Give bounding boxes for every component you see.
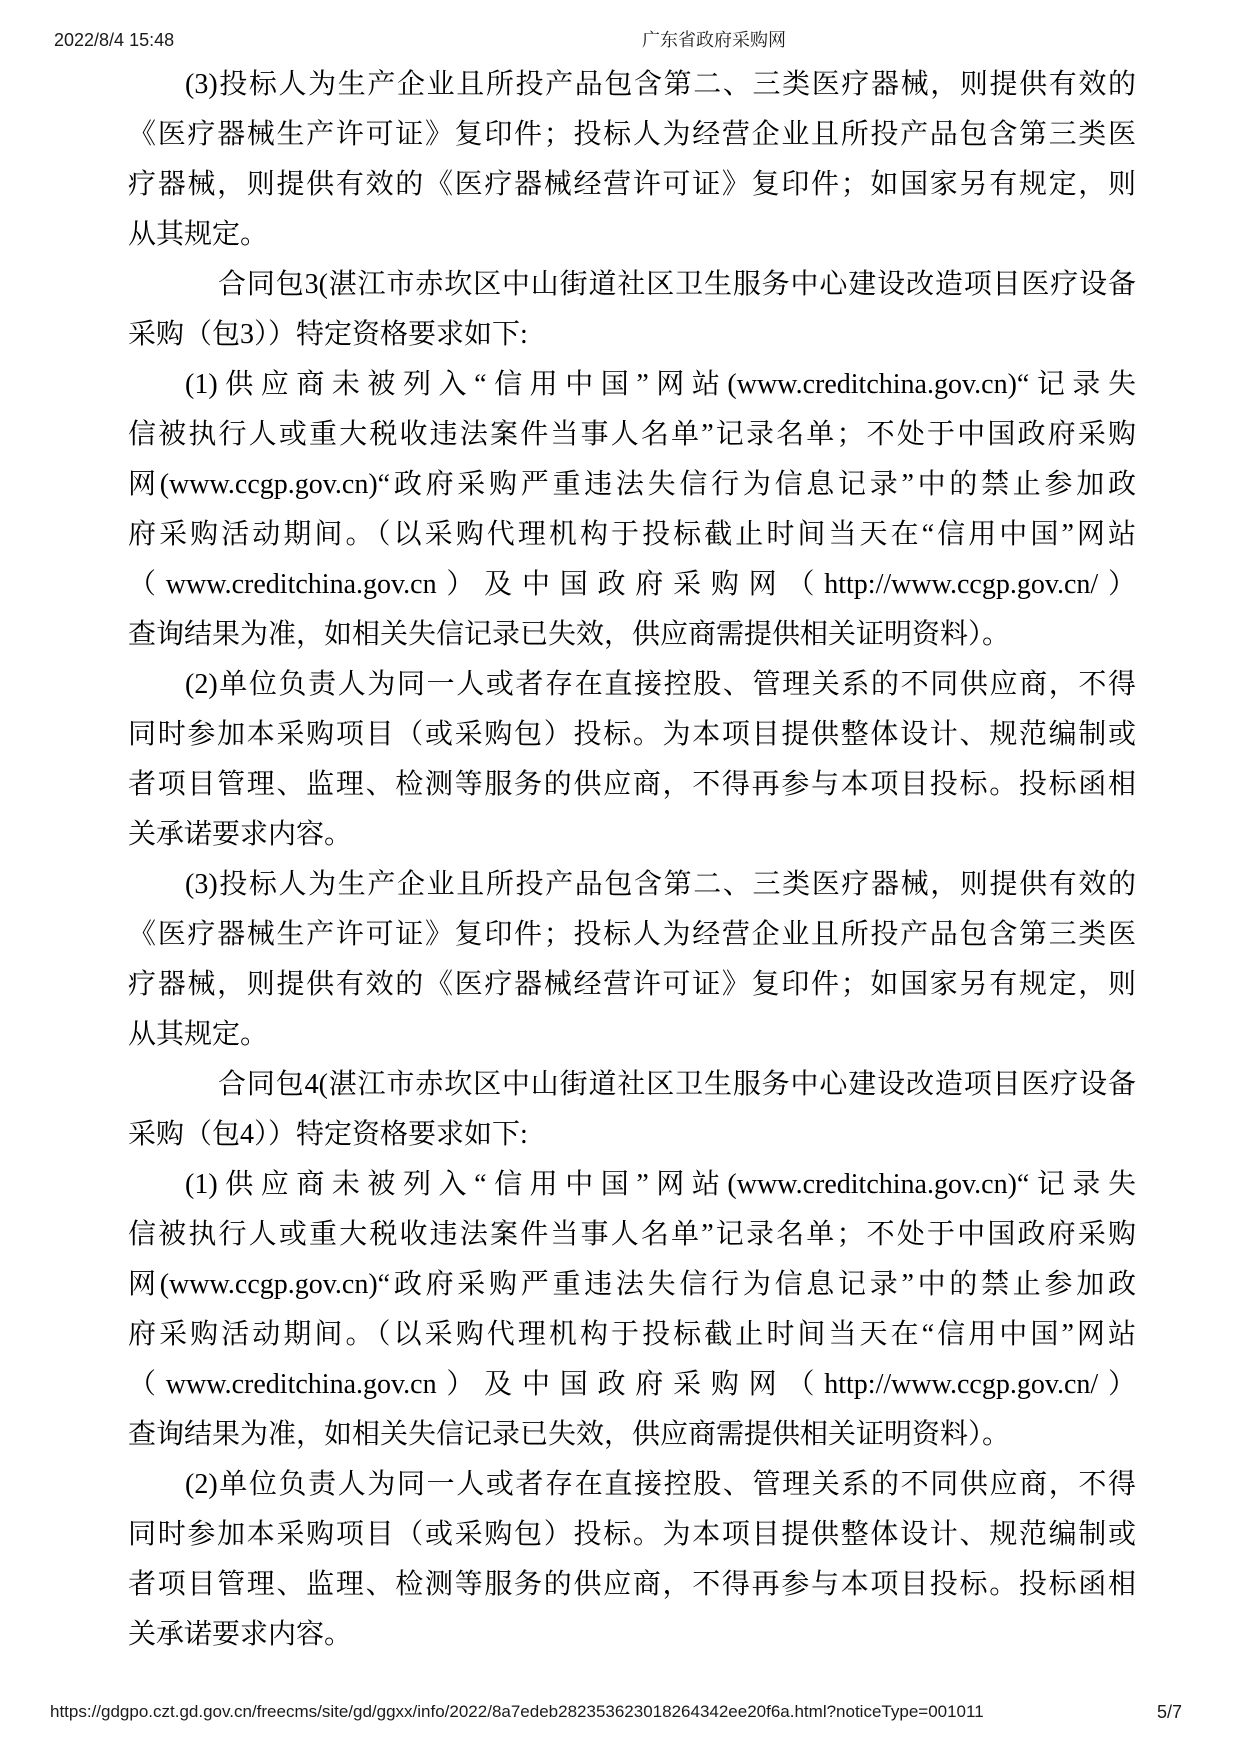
body-line: （www.creditchina.gov.cn）及中国政府采购网（http://www.ccgp.gov.cn/） [128,1369,1136,1400]
body-line: 合同包4(湛江市赤坎区中山街道社区卫生服务中心建设改造项目医疗设备 [218,1069,1136,1100]
body-line: (1)供应商未被列入“信用中国”网站(www.creditchina.gov.cn)“记录失 [185,369,1136,400]
body-line: 《医疗器械生产许可证》复印件；投标人为经营企业且所投产品包含第三类医 [128,119,1136,150]
print-footer-page-indicator: 5/7 [1157,1702,1183,1722]
print-header-site-title: 广东省政府采购网 [642,30,786,50]
body-line: 查询结果为准，如相关失信记录已失效，供应商需提供相关证明资料）。 [128,1419,1011,1450]
body-line: (2)单位负责人为同一人或者存在直接控股、管理关系的不同供应商，不得 [185,1469,1136,1500]
body-line: 府采购活动期间。（以采购代理机构于投标截止时间当天在“信用中国”网站 [128,519,1137,550]
document-body [128,60,1136,1660]
body-line: 采购（包3））特定资格要求如下: [128,319,528,350]
body-line: (3)投标人为生产企业且所投产品包含第二、三类医疗器械，则提供有效的 [185,69,1136,100]
print-footer-url: https://gdgpo.czt.gd.gov.cn/freecms/site/gd/ggxx/info/2022/8a7edeb282353623018264342ee20f6a.html?noticeType=001011 [50,1702,984,1721]
body-line: 者项目管理、监理、检测等服务的供应商，不得再参与本项目投标。投标函相 [128,1569,1136,1600]
body-line: 网(www.ccgp.gov.cn)“政府采购严重违法失信行为信息记录”中的禁止参加政 [128,469,1136,500]
body-line: 信被执行人或重大税收违法案件当事人名单”记录名单；不处于中国政府采购 [128,1219,1136,1250]
body-line: 者项目管理、监理、检测等服务的供应商，不得再参与本项目投标。投标函相 [128,769,1136,800]
body-line: 从其规定。 [128,1019,269,1050]
body-line: 《医疗器械生产许可证》复印件；投标人为经营企业且所投产品包含第三类医 [128,919,1136,950]
body-line: (3)投标人为生产企业且所投产品包含第二、三类医疗器械，则提供有效的 [185,869,1136,900]
body-line: 府采购活动期间。（以采购代理机构于投标截止时间当天在“信用中国”网站 [128,1319,1137,1350]
body-line: （www.creditchina.gov.cn）及中国政府采购网（http://www.ccgp.gov.cn/） [128,569,1136,600]
body-line: 同时参加本采购项目（或采购包）投标。为本项目提供整体设计、规范编制或 [128,719,1136,750]
body-line: (2)单位负责人为同一人或者存在直接控股、管理关系的不同供应商，不得 [185,669,1136,700]
body-line: 疗器械，则提供有效的《医疗器械经营许可证》复印件；如国家另有规定，则 [128,969,1136,1000]
body-line: (1)供应商未被列入“信用中国”网站(www.creditchina.gov.cn)“记录失 [185,1169,1136,1200]
body-line: 网(www.ccgp.gov.cn)“政府采购严重违法失信行为信息记录”中的禁止参加政 [128,1269,1136,1300]
body-line: 同时参加本采购项目（或采购包）投标。为本项目提供整体设计、规范编制或 [128,1519,1136,1550]
body-line: 采购（包4））特定资格要求如下: [128,1119,528,1150]
body-line: 信被执行人或重大税收违法案件当事人名单”记录名单；不处于中国政府采购 [128,419,1136,450]
body-line: 查询结果为准，如相关失信记录已失效，供应商需提供相关证明资料）。 [128,619,1011,650]
body-line: 关承诺要求内容。 [128,819,353,850]
print-header-timestamp: 2022/8/4 15:48 [54,30,175,50]
body-line: 合同包3(湛江市赤坎区中山街道社区卫生服务中心建设改造项目医疗设备 [218,269,1136,300]
body-line: 关承诺要求内容。 [128,1619,353,1650]
body-line: 疗器械，则提供有效的《医疗器械经营许可证》复印件；如国家另有规定，则 [128,169,1136,200]
body-line: 从其规定。 [128,219,269,250]
